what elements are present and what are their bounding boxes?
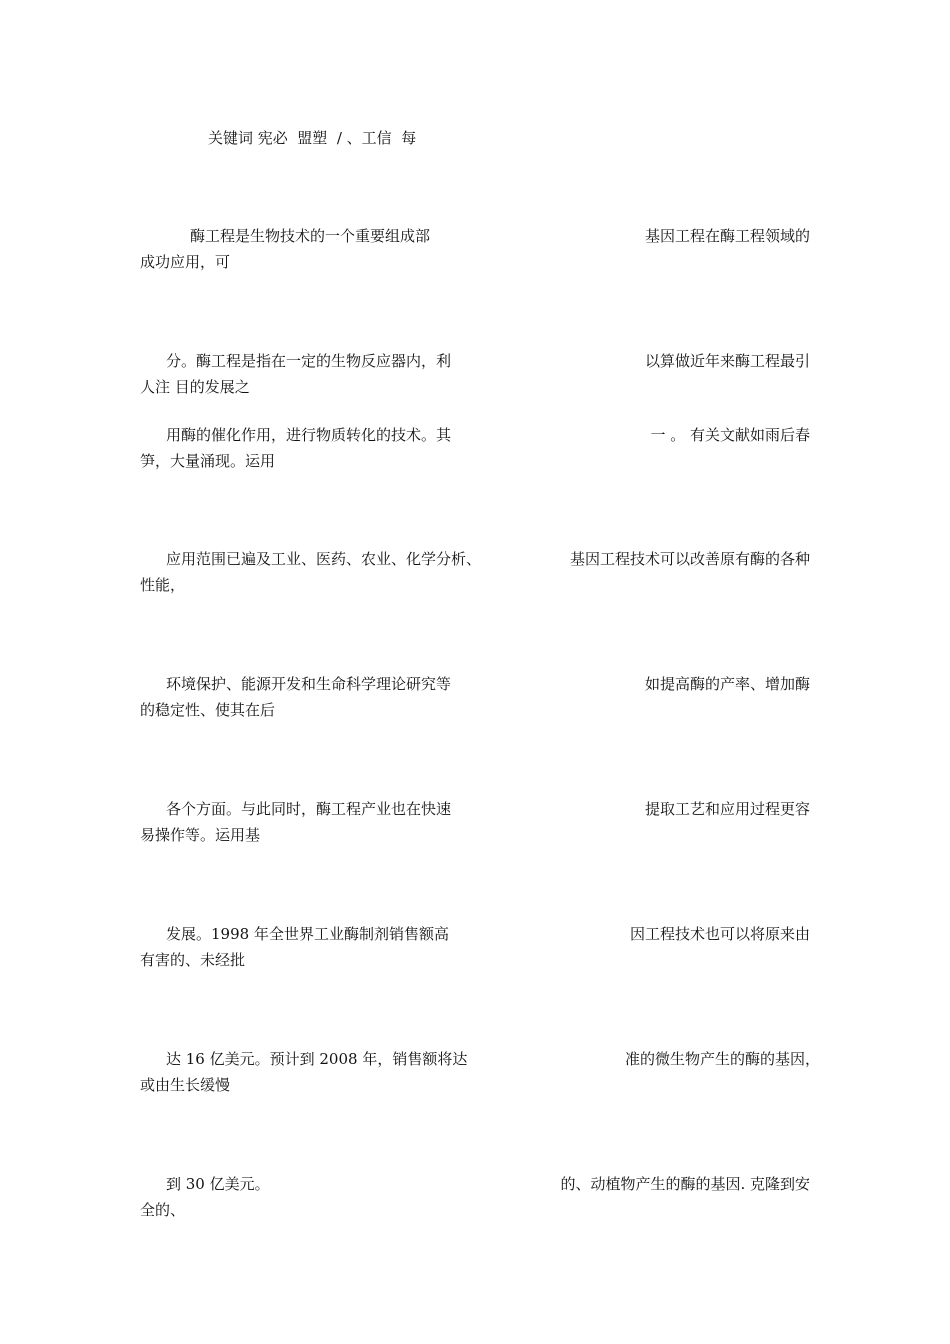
continuation-text: 人注 目的发展之	[140, 378, 250, 396]
left-column-text: 环境保护、能源开发和生命科学理论研究等	[166, 675, 452, 693]
left-column-text: 到 30 亿美元。	[166, 1175, 270, 1193]
continuation-text: 性能，	[140, 576, 186, 594]
right-column-text: 一 。 有关文献如雨后春	[650, 426, 810, 444]
left-column-text: 发展。1998 年全世界工业酶制剂销售额高	[166, 925, 449, 943]
right-column-text: 准的微生物产生的酶的基因，	[624, 1050, 820, 1068]
right-column-text: 的、动植物产生的酶的基因. 克隆到安	[560, 1175, 810, 1193]
text-row	[140, 1046, 820, 1098]
right-column-text: 基因工程在酶工程领域的	[644, 227, 810, 245]
continuation-text: 或由生长缓慢	[140, 1076, 231, 1094]
continuation-text: 易操作等。运用基	[140, 826, 261, 844]
left-column-text: 分。酶工程是指在一定的生物反应器内，利	[166, 352, 452, 370]
left-column-text: 各个方面。与此同时，酶工程产业也在快速	[166, 800, 452, 818]
continuation-text: 笋，大量涌现。运用	[140, 452, 276, 470]
left-column-text: 达 16 亿美元。预计到 2008 年，销售额将达	[166, 1050, 468, 1068]
right-column-text: 如提高酶的产率、增加酶	[644, 675, 810, 693]
text-row	[140, 671, 820, 723]
right-column-text: 基因工程技术可以改善原有酶的各种	[569, 550, 810, 568]
text-row	[140, 921, 820, 973]
left-column-text: 应用范围已遍及工业、医药、农业、化学分析、	[166, 550, 482, 568]
text-row	[140, 223, 820, 275]
continuation-text: 全的、	[140, 1201, 186, 1219]
continuation-text: 的稳定性、使其在后	[140, 701, 276, 719]
text-row	[140, 796, 820, 848]
continuation-text: 有害的、未经批	[140, 951, 246, 969]
right-column-text: 因工程技术也可以将原来由	[629, 925, 810, 943]
continuation-text: 成功应用，可	[140, 253, 231, 271]
keywords-line: 关键词 宪必 盟塑 / 、工信 每	[208, 129, 417, 147]
left-column-text: 酶工程是生物技术的一个重要组成部	[190, 227, 431, 245]
right-column-text: 提取工艺和应用过程更容	[644, 800, 810, 818]
text-row	[140, 1171, 820, 1223]
left-column-text: 用酶的催化作用，进行物质转化的技术。其	[166, 426, 452, 444]
right-column-text: 以算做近年来酶工程最引	[644, 352, 810, 370]
text-row	[140, 546, 820, 598]
text-row	[140, 422, 820, 474]
text-row	[140, 348, 820, 400]
